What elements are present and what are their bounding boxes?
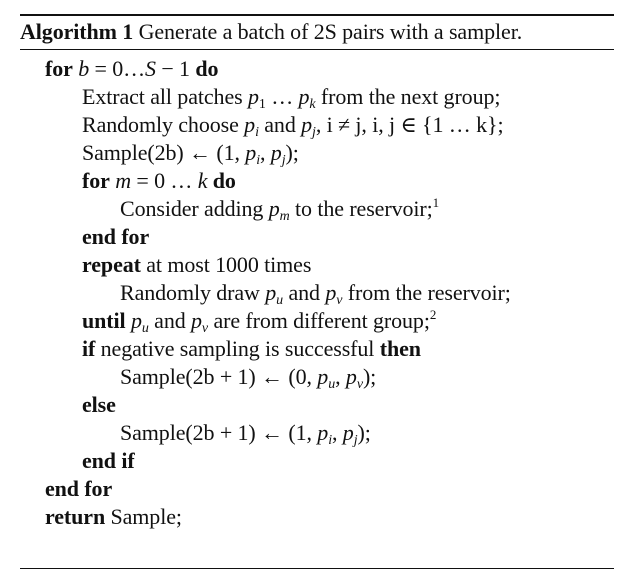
footnote-1: 1 xyxy=(432,195,440,210)
algo-line-1: for b = 0…S − 1 do xyxy=(45,56,219,81)
algo-line-10: until $p_u$ and $p_v$ are from different group;$^2$ xyxy=(82,307,437,336)
top-rule xyxy=(20,14,614,16)
algo-line-2: Extract all patches $p_1$ … $p_k$ from the next group; xyxy=(82,84,501,112)
algo-line-15: end if xyxy=(82,448,135,473)
algo-line-11: if negative sampling is successful then xyxy=(82,336,421,361)
algo-line-7: end for xyxy=(82,224,150,249)
bottom-rule xyxy=(20,568,614,569)
algo-line-4: Sample(2b) ← (1, $p_i$, $p_j$); xyxy=(82,140,299,168)
algorithm-title: Generate a batch of 2S pairs with a sampler. xyxy=(138,19,523,44)
algo-line-12: Sample(2b + 1) ← (0, $p_u$, $p_v$); xyxy=(120,364,377,392)
algorithm-caption xyxy=(20,18,522,46)
algo-line-13: else xyxy=(82,392,116,417)
algo-line-17: return Sample; xyxy=(45,504,182,529)
algorithm-label: Algorithm 1 xyxy=(20,19,134,44)
algo-line-5: for m = 0 … k do xyxy=(82,168,236,193)
algo-line-3: Randomly choose $p_i$ and $p_j$, i ≠ j, i, j ∈ {1 … k}; xyxy=(82,112,504,140)
algo-line-16: end for xyxy=(45,476,113,501)
algo-line-8: repeat at most 1000 times xyxy=(82,252,312,277)
footnote-2: 2 xyxy=(429,307,437,322)
algo-line-6: Consider adding $p_m$ to the reservoir;$^1$ xyxy=(120,195,440,224)
caption-rule xyxy=(20,49,614,50)
algo-line-14: Sample(2b + 1) ← (1, $p_i$, $p_j$); xyxy=(120,420,371,448)
algo-line-9: Randomly draw $p_u$ and $p_v$ from the reservoir; xyxy=(120,280,511,308)
